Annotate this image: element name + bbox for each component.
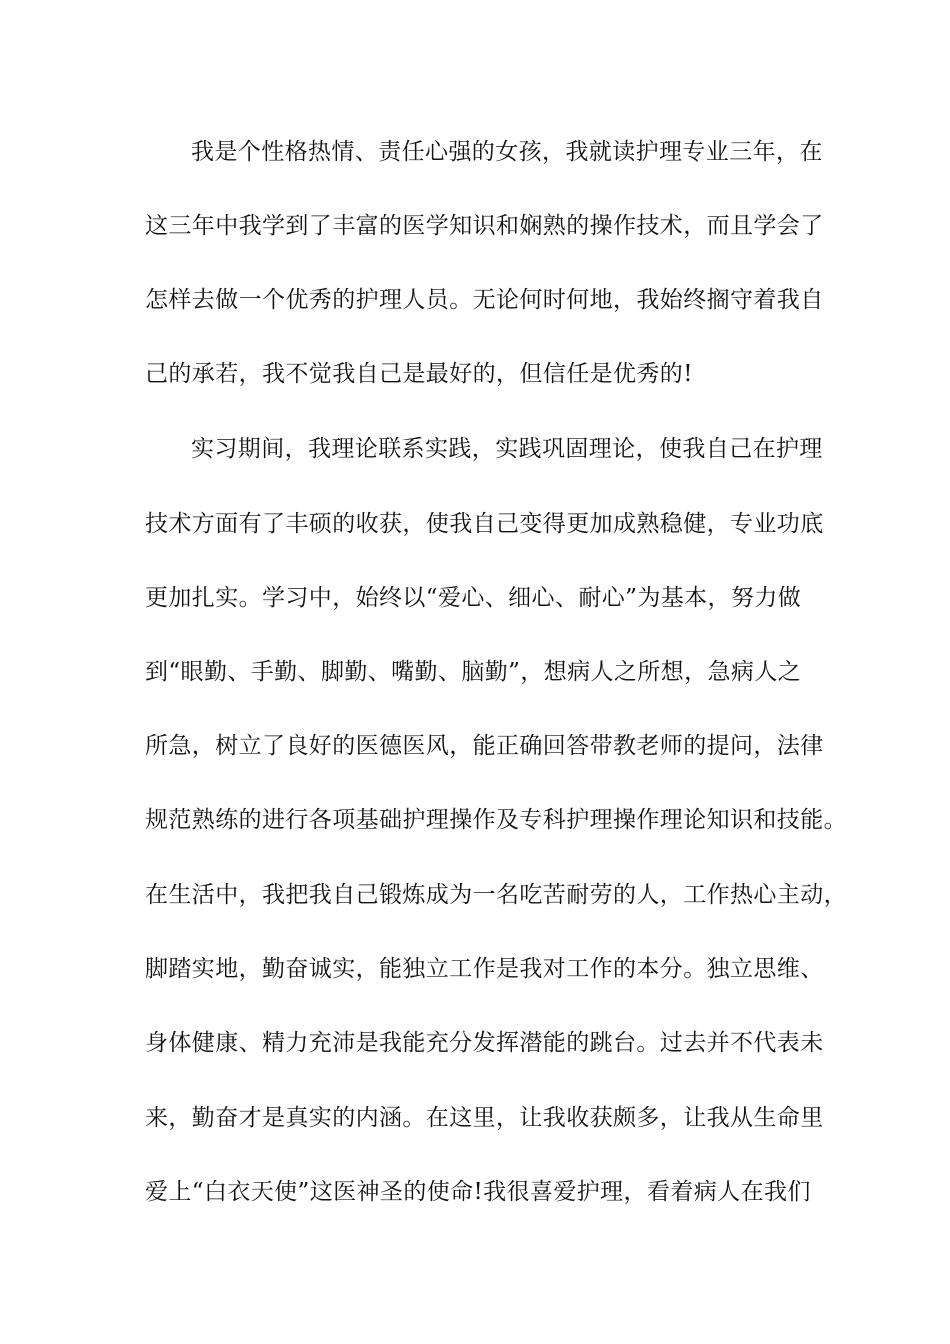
paragraph-2-line-6: 规范熟练的进行各项基础护理操作及专科护理操作理论知识和技能。 — [145, 807, 847, 833]
paragraph-1-line-1: 我是个性格热情、责任心强的女孩，我就读护理专业三年，在 — [191, 139, 823, 165]
paragraph-2-line-8: 脚踏实地，勤奋诚实，能独立工作是我对工作的本分。独立思维、 — [145, 956, 824, 982]
paragraph-1-line-3: 怎样去做一个优秀的护理人员。无论何时何地，我始终搁守着我自 — [145, 287, 824, 313]
paragraph-2-line-5: 所急，树立了良好的医德医风，能正确回答带教老师的提问，法律 — [145, 733, 824, 759]
paragraph-1-line-2: 这三年中我学到了丰富的医学知识和娴熟的操作技术，而且学会了 — [145, 213, 824, 239]
paragraph-2-line-10: 来，勤奋才是真实的内涵。在这里，让我收获颇多，让我从生命里 — [145, 1105, 824, 1131]
paragraph-2-line-3: 更加扎实。学习中，始终以“爱心、细心、耐心”为基本，努力做 — [145, 585, 802, 611]
paragraph-2-line-7: 在生活中，我把我自己锻炼成为一名吃苦耐劳的人，工作热心主动， — [145, 882, 847, 908]
paragraph-2-line-4: 到“眼勤、手勤、脚勤、嘴勤、脑勤”，想病人之所想，急病人之 — [145, 659, 802, 685]
paragraph-1-line-4: 己的承若，我不觉我自己是最好的，但信任是优秀的! — [145, 361, 693, 387]
paragraph-2-line-2: 技术方面有了丰硕的收获，使我自己变得更加成熟稳健，专业功底 — [145, 511, 824, 537]
paragraph-2-line-11: 爱上“白衣天使”这医神圣的使命!我很喜爱护理，看着病人在我们 — [145, 1179, 811, 1205]
paragraph-2-line-1: 实习期间，我理论联系实践，实践巩固理论，使我自己在护理 — [191, 436, 823, 462]
paragraph-2-line-9: 身体健康、精力充沛是我能充分发挥潜能的跳台。过去并不代表未 — [145, 1030, 824, 1056]
